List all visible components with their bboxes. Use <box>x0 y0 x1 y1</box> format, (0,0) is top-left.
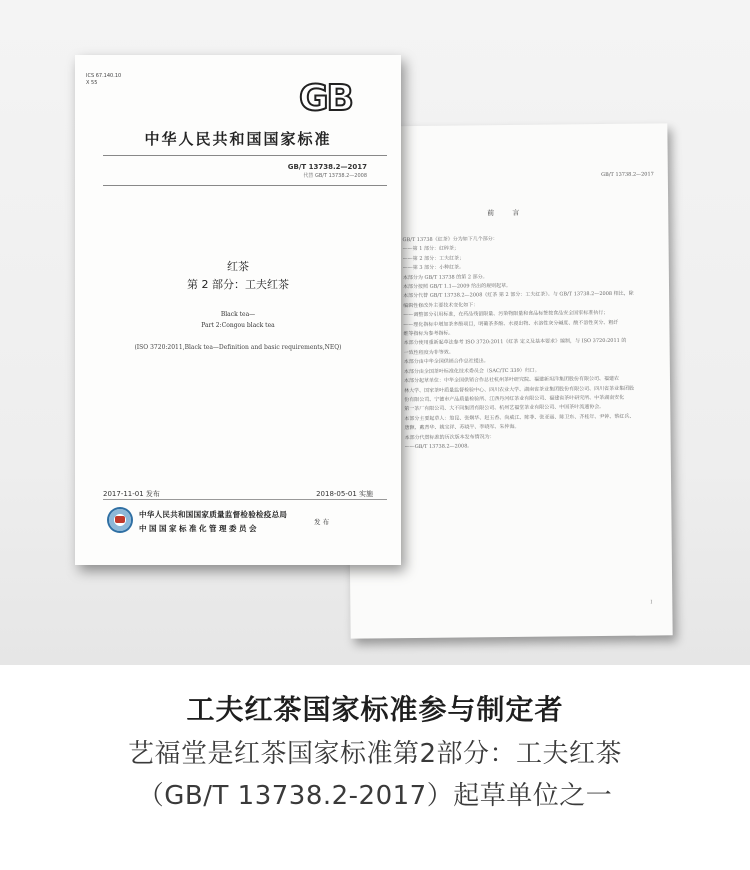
foreword-line: 本部分由中华全国供销合作总社提出。 <box>403 358 489 366</box>
title-cn-main: 红茶 <box>227 260 249 273</box>
foreword-standard-number: GB/T 13738.2—2017 <box>601 171 654 179</box>
divider <box>103 499 387 500</box>
implement-date: 2018-05-01 实施 <box>316 490 373 498</box>
class-code: X 55 <box>86 80 98 86</box>
page-number: I <box>650 599 653 606</box>
foreword-line: 林大学、国家茶叶质量监督检验中心、四川农业大学、湖南省茶业集团股份有限公司、四川省茶业集团股 <box>404 385 635 394</box>
foreword-line: 份有限公司、宁德市产品质量检验所、江西丹河红茶业有限公司、福建省茶叶研究所、中茶湖南安化 <box>404 394 625 404</box>
foreword-line: GB/T 13738《红茶》分为如下几个部分： <box>402 236 498 244</box>
foreword-line: 本部分按照 GB/T 1.1—2009 给出的规则起草。 <box>402 283 512 291</box>
foreword-body <box>402 233 658 452</box>
foreword-line: ——GB/T 13738.2—2008。 <box>404 443 473 451</box>
foreword-line: 本部分代替 GB/T 13738.2—2008《红茶 第 2 部分：工夫红茶》。与 GB/T 13738.2—2008 相比，除 <box>403 291 634 300</box>
ics-code: ICS 67.140.10 <box>86 73 122 79</box>
foreword-line: 唐颢、戴青华、姚宝祥、苏晓平、李晓军、朱仲海。 <box>404 424 520 432</box>
caption-line-3: （GB/T 13738.2-2017）起草单位之一 <box>137 781 613 811</box>
standard-cover-page <box>75 55 401 565</box>
foreword-line: 本部分为 GB/T 13738 的第 2 部分。 <box>402 273 488 281</box>
foreword-line: ——调整部分引用标准，在药品残留限量、污染物限量和食品标签按食品安全国家标准执行； <box>403 310 609 319</box>
title-cn-part: 第 2 部分：工夫红茶 <box>187 278 289 291</box>
foreword-line: 本部分由全国茶叶标准化技术委员会（SAC/TC 339）归口。 <box>403 367 540 375</box>
foreword-line: 第一茶厂有限公司、大不同集团有限公司、杭州艺福堂茶业有限公司、中国茶叶流通协会。 <box>404 404 605 413</box>
issue-date: 2017-11-01 发布 <box>103 490 160 498</box>
issuer-emblem-icon <box>107 507 133 533</box>
foreword-line: ——第 3 部分：小种红茶。 <box>402 264 465 272</box>
issuer-line-2: 中国国家标准化管理委员会 <box>139 524 259 533</box>
foreword-line: 本部分使用重新起草法参考 ISO 3720:2011《红茶 定义及基本要求》编制，与 ISO 3720:2011 的 <box>403 338 627 347</box>
gb-logo: GB <box>299 78 352 119</box>
foreword-title: 前 言 <box>487 208 528 218</box>
standard-number: GB/T 13738.2—2017 <box>287 163 367 171</box>
caption-heading: 工夫红茶国家标准参与制定者 <box>186 693 564 726</box>
foreword-line: 一致性程度为非等效。 <box>403 349 454 356</box>
foreword-line: ——第 2 部分：工夫红茶； <box>402 255 465 262</box>
foreword-line: 本部分代替标准的历次版本发布情况为： <box>404 433 495 441</box>
foreword-line: 维等指标为参考指标。 <box>403 330 454 338</box>
title-en-main: Black tea— <box>220 311 256 318</box>
foreword-line: ——理化指标中增加茶多酚项目，明确茶多酚、水浸出物、水溶性灰分碱度、酸不溶性灰分、粗纤 <box>403 319 619 328</box>
issuer-line-1: 中华人民共和国国家质量监督检验检疫总局 <box>139 510 288 519</box>
title-en-part: Part 2:Congou black tea <box>201 322 275 329</box>
foreword-line: 编辑性修改外主要技术变化如下： <box>403 302 479 309</box>
foreword-line: 本部分主要起草人：翁昆、张娴华、赵玉香、尚威江、陈菲、张亚丽、陈卫东、齐桂年、尹钟、蔡红兵、 <box>404 413 635 422</box>
replaces-note: 代替 GB/T 13738.2—2008 <box>303 173 367 179</box>
iso-reference: (ISO 3720:2011,Black tea—Definition and basic requirements,NEQ) <box>134 344 342 351</box>
foreword-line: 本部分起草单位：中华全国供销合作总社杭州茶叶研究院、福建新坦洋集团股份有限公司、福建农 <box>403 375 620 385</box>
divider <box>103 185 387 186</box>
foreword-line: ——第 1 部分：红碎茶； <box>402 245 460 253</box>
classification-codes <box>86 73 121 87</box>
divider <box>103 155 387 156</box>
national-standard-title: 中华人民共和国国家标准 <box>144 130 332 148</box>
caption-line-2: 艺福堂是红茶国家标准第2部分：工夫红茶 <box>127 739 623 769</box>
publish-label: 发 布 <box>314 518 330 526</box>
